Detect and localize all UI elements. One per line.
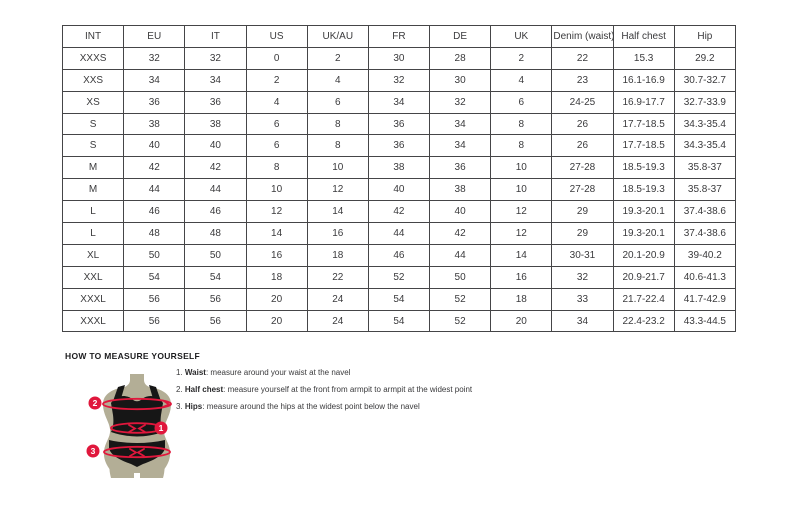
table-cell: 4 xyxy=(307,69,368,91)
table-cell: 8 xyxy=(307,113,368,135)
table-cell: 22 xyxy=(307,266,368,288)
table-cell: 8 xyxy=(491,135,552,157)
table-cell: 20 xyxy=(246,310,307,332)
table-row xyxy=(63,179,736,201)
table-cell: 34 xyxy=(430,113,491,135)
table-cell: 34.3-35.4 xyxy=(674,135,735,157)
table-cell: 56 xyxy=(124,288,185,310)
measure-instructions-list xyxy=(176,368,472,419)
table-cell: 4 xyxy=(491,69,552,91)
column-header: Hip xyxy=(674,26,735,48)
table-row xyxy=(63,201,736,223)
table-cell: 38 xyxy=(124,113,185,135)
table-cell: S xyxy=(63,135,124,157)
instruction-number: 3. xyxy=(176,402,183,411)
measure-section-heading: HOW TO MEASURE YOURSELF xyxy=(65,351,201,361)
table-cell: 6 xyxy=(246,135,307,157)
table-cell: 32 xyxy=(368,69,429,91)
table-cell: 20 xyxy=(246,288,307,310)
table-cell: 18 xyxy=(491,288,552,310)
instruction-hips xyxy=(176,402,472,412)
table-cell: 52 xyxy=(430,288,491,310)
table-cell: 17.7-18.5 xyxy=(613,135,674,157)
table-cell: 16.9-17.7 xyxy=(613,91,674,113)
table-cell: 38 xyxy=(430,179,491,201)
table-cell: 32.7-33.9 xyxy=(674,91,735,113)
table-cell: 14 xyxy=(307,201,368,223)
instruction-text: : measure yourself at the front from armpit to armpit at the widest point xyxy=(223,385,473,394)
table-row xyxy=(63,113,736,135)
table-cell: 38 xyxy=(185,113,246,135)
table-row xyxy=(63,69,736,91)
table-cell: 16 xyxy=(491,266,552,288)
table-cell: M xyxy=(63,179,124,201)
table-cell: 29 xyxy=(552,201,613,223)
table-cell: 18 xyxy=(307,244,368,266)
table-cell: 36 xyxy=(185,91,246,113)
instruction-term: Waist xyxy=(184,368,206,377)
table-cell: M xyxy=(63,157,124,179)
column-header: UK/AU xyxy=(307,26,368,48)
table-cell: 32 xyxy=(185,47,246,69)
table-cell: 40 xyxy=(368,179,429,201)
table-cell: 54 xyxy=(368,310,429,332)
table-cell: 54 xyxy=(368,288,429,310)
table-header-row xyxy=(63,26,736,48)
table-cell: 18.5-19.3 xyxy=(613,157,674,179)
table-cell: 40 xyxy=(430,201,491,223)
table-cell: 24 xyxy=(307,288,368,310)
table-cell: 19.3-20.1 xyxy=(613,223,674,245)
table-cell: 43.3-44.5 xyxy=(674,310,735,332)
table-cell: 21.7-22.4 xyxy=(613,288,674,310)
table-cell: 10 xyxy=(491,157,552,179)
table-row xyxy=(63,157,736,179)
table-cell: 16.1-16.9 xyxy=(613,69,674,91)
table-cell: 40.6-41.3 xyxy=(674,266,735,288)
table-cell: XXXL xyxy=(63,310,124,332)
table-cell: 8 xyxy=(307,135,368,157)
table-row xyxy=(63,91,736,113)
size-chart-table xyxy=(62,25,736,332)
table-cell: 42 xyxy=(124,157,185,179)
table-cell: 34 xyxy=(124,69,185,91)
table-cell: 12 xyxy=(491,223,552,245)
column-header: Half chest xyxy=(613,26,674,48)
table-cell: 35.8-37 xyxy=(674,157,735,179)
table-cell: 12 xyxy=(307,179,368,201)
table-cell: L xyxy=(63,223,124,245)
table-row xyxy=(63,244,736,266)
table-cell: 39-40.2 xyxy=(674,244,735,266)
table-cell: 52 xyxy=(368,266,429,288)
table-cell: 35.8-37 xyxy=(674,179,735,201)
badge-2-label: 2 xyxy=(92,398,98,408)
instruction-text: : measure around the hips at the widest point below the navel xyxy=(202,402,420,411)
table-cell: 10 xyxy=(491,179,552,201)
table-cell: 27-28 xyxy=(552,179,613,201)
table-row xyxy=(63,135,736,157)
table-cell: 29 xyxy=(552,223,613,245)
table-cell: 36 xyxy=(124,91,185,113)
table-cell: 22.4-23.2 xyxy=(613,310,674,332)
table-cell: 2 xyxy=(246,69,307,91)
table-cell: 32 xyxy=(552,266,613,288)
table-cell: L xyxy=(63,201,124,223)
table-cell: 18 xyxy=(246,266,307,288)
table-cell: 20.1-20.9 xyxy=(613,244,674,266)
table-cell: XXXL xyxy=(63,288,124,310)
table-cell: 34 xyxy=(185,69,246,91)
column-header: Denim (waist) xyxy=(552,26,613,48)
table-cell: 28 xyxy=(430,47,491,69)
table-cell: 2 xyxy=(307,47,368,69)
table-cell: 26 xyxy=(552,113,613,135)
table-row xyxy=(63,310,736,332)
table-cell: 48 xyxy=(124,223,185,245)
table-cell: 2 xyxy=(491,47,552,69)
table-cell: 24 xyxy=(307,310,368,332)
table-row xyxy=(63,288,736,310)
table-cell: 54 xyxy=(185,266,246,288)
column-header: INT xyxy=(63,26,124,48)
column-header: UK xyxy=(491,26,552,48)
table-cell: 40 xyxy=(124,135,185,157)
table-cell: 56 xyxy=(185,288,246,310)
table-cell: 20 xyxy=(491,310,552,332)
table-cell: 27-28 xyxy=(552,157,613,179)
badge-3-label: 3 xyxy=(90,446,96,456)
table-cell: 12 xyxy=(491,201,552,223)
table-cell: 14 xyxy=(491,244,552,266)
table-cell: 36 xyxy=(430,157,491,179)
column-header: FR xyxy=(368,26,429,48)
table-cell: 44 xyxy=(430,244,491,266)
table-cell: 34.3-35.4 xyxy=(674,113,735,135)
table-cell: XS xyxy=(63,91,124,113)
table-cell: 14 xyxy=(246,223,307,245)
table-cell: 44 xyxy=(185,179,246,201)
table-cell: 37.4-38.6 xyxy=(674,201,735,223)
table-cell: XXXS xyxy=(63,47,124,69)
table-cell: 40 xyxy=(185,135,246,157)
instruction-waist xyxy=(176,368,472,378)
table-cell: 42 xyxy=(185,157,246,179)
table-cell: 12 xyxy=(246,201,307,223)
table-cell: 34 xyxy=(368,91,429,113)
table-cell: 8 xyxy=(491,113,552,135)
table-cell: 54 xyxy=(124,266,185,288)
table-cell: XXS xyxy=(63,69,124,91)
table-row xyxy=(63,223,736,245)
table-cell: 41.7-42.9 xyxy=(674,288,735,310)
table-cell: 32 xyxy=(124,47,185,69)
column-header: IT xyxy=(185,26,246,48)
table-cell: 15.3 xyxy=(613,47,674,69)
table-cell: 36 xyxy=(368,113,429,135)
table-cell: 22 xyxy=(552,47,613,69)
table-cell: 6 xyxy=(491,91,552,113)
table-cell: 0 xyxy=(246,47,307,69)
table-cell: 19.3-20.1 xyxy=(613,201,674,223)
table-cell: 32 xyxy=(430,91,491,113)
table-cell: 46 xyxy=(368,244,429,266)
table-cell: XXL xyxy=(63,266,124,288)
table-cell: 44 xyxy=(368,223,429,245)
table-cell: XL xyxy=(63,244,124,266)
table-row xyxy=(63,266,736,288)
table-cell: 18.5-19.3 xyxy=(613,179,674,201)
table-cell: 30-31 xyxy=(552,244,613,266)
column-header: DE xyxy=(430,26,491,48)
table-cell: 48 xyxy=(185,223,246,245)
table-cell: 44 xyxy=(124,179,185,201)
table-cell: 16 xyxy=(246,244,307,266)
table-cell: 50 xyxy=(124,244,185,266)
table-cell: 29.2 xyxy=(674,47,735,69)
instruction-term: Half chest xyxy=(184,385,224,394)
table-cell: 56 xyxy=(185,310,246,332)
table-cell: 20.9-21.7 xyxy=(613,266,674,288)
table-cell: 30.7-32.7 xyxy=(674,69,735,91)
table-cell: 46 xyxy=(185,201,246,223)
table-cell: 16 xyxy=(307,223,368,245)
table-cell: 6 xyxy=(307,91,368,113)
table-cell: 34 xyxy=(552,310,613,332)
column-header: EU xyxy=(124,26,185,48)
table-cell: 50 xyxy=(430,266,491,288)
table-cell: 34 xyxy=(430,135,491,157)
table-cell: 4 xyxy=(246,91,307,113)
table-cell: 8 xyxy=(246,157,307,179)
badge-1-label: 1 xyxy=(158,423,164,433)
table-cell: 10 xyxy=(307,157,368,179)
instruction-half-chest xyxy=(176,385,472,395)
table-cell: 30 xyxy=(368,47,429,69)
table-cell: 36 xyxy=(368,135,429,157)
instruction-text: : measure around your waist at the navel xyxy=(205,368,351,377)
table-cell: 42 xyxy=(368,201,429,223)
table-cell: 33 xyxy=(552,288,613,310)
table-cell: 46 xyxy=(124,201,185,223)
table-cell: S xyxy=(63,113,124,135)
table-cell: 30 xyxy=(430,69,491,91)
table-cell: 17.7-18.5 xyxy=(613,113,674,135)
table-cell: 10 xyxy=(246,179,307,201)
instruction-number: 2. xyxy=(176,385,183,394)
table-cell: 24-25 xyxy=(552,91,613,113)
table-cell: 23 xyxy=(552,69,613,91)
instruction-term: Hips xyxy=(184,402,203,411)
table-cell: 52 xyxy=(430,310,491,332)
instruction-number: 1. xyxy=(176,368,183,377)
table-row xyxy=(63,47,736,69)
table-cell: 6 xyxy=(246,113,307,135)
table-cell: 37.4-38.6 xyxy=(674,223,735,245)
table-cell: 50 xyxy=(185,244,246,266)
table-cell: 38 xyxy=(368,157,429,179)
table-cell: 56 xyxy=(124,310,185,332)
table-cell: 26 xyxy=(552,135,613,157)
table-cell: 42 xyxy=(430,223,491,245)
column-header: US xyxy=(246,26,307,48)
